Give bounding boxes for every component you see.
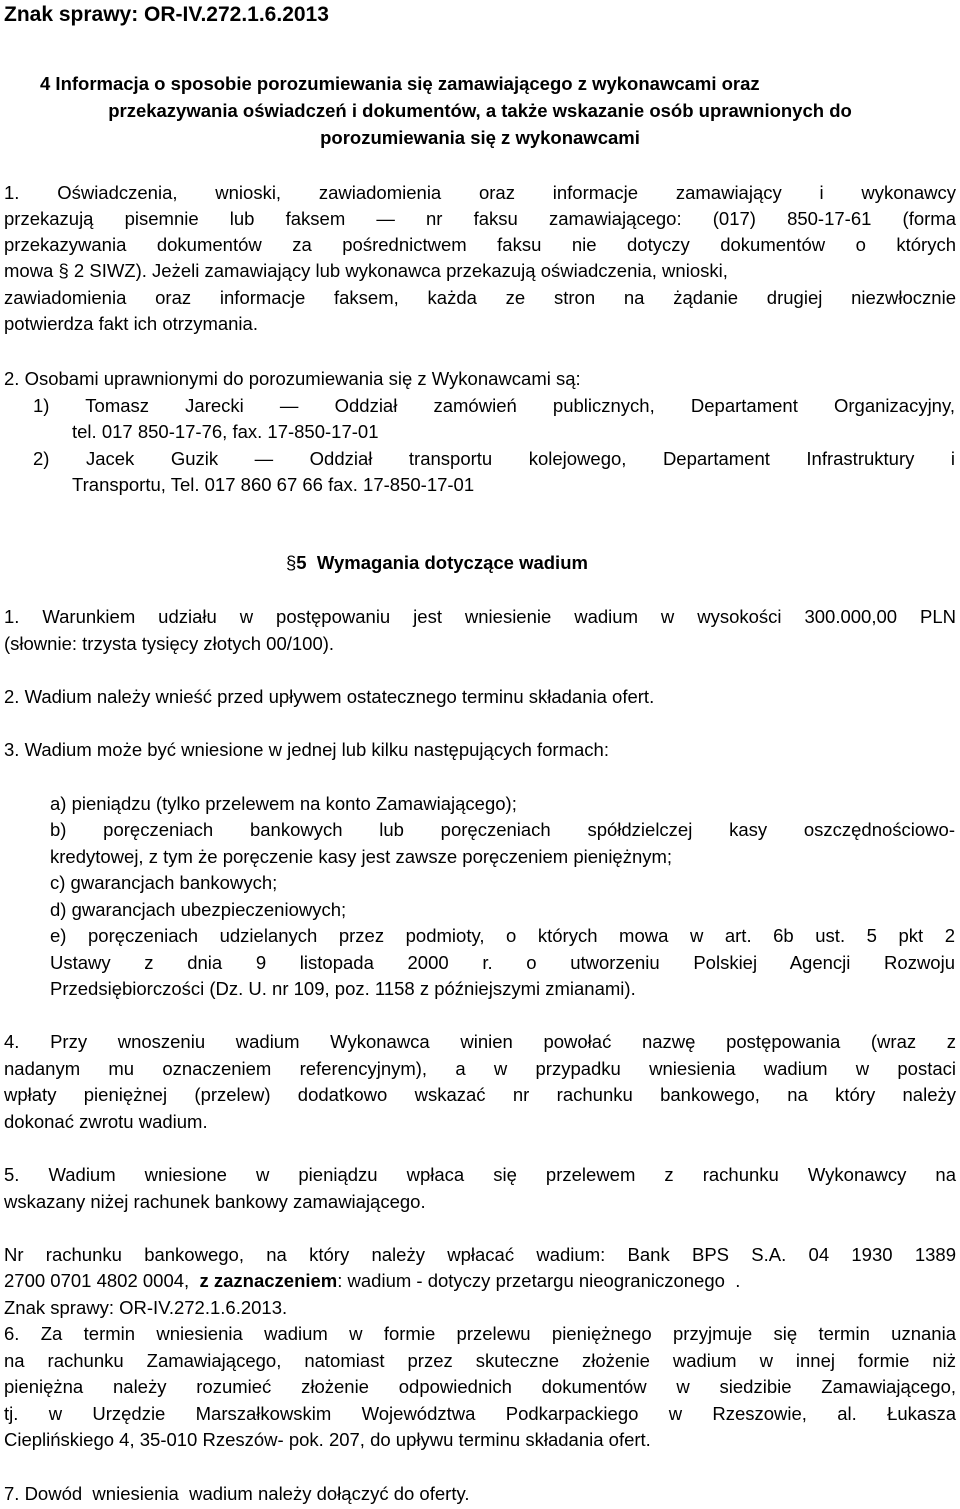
section-5-heading [286, 550, 588, 577]
list-item: c) gwarancjach bankowych; [50, 872, 278, 893]
list-item: e) poręczeniach udzielanych przez podmioty, o których mowa w art. 6b ust. 5 pkt 2 [50, 925, 955, 946]
section-symbol: § [286, 552, 297, 573]
text-line: zawiadomienia oraz informacje faksem, każda ze stron na żądanie drugiej niezwłocznie [4, 287, 956, 308]
list-item: d) gwarancjach ubezpieczeniowych; [50, 899, 347, 920]
text-line [4, 258, 956, 285]
text-line: 4. Przy wnoszeniu wadium Wykonawca winien powołać nazwę postępowania (wraz z [4, 1031, 956, 1052]
text-line: 2. Wadium należy wnieść przed upływem ostatecznego terminu składania ofert. [4, 686, 655, 707]
case-number-header: Znak sprawy: OR-IV.272.1.6.2013 [4, 3, 329, 26]
list-item: a) pieniądzu (tylko przelewem na konto Zamawiającego); [50, 793, 517, 814]
text-line: Znak sprawy: OR-IV.272.1.6.2013. [4, 1297, 288, 1318]
text-fragment: 2 SIWZ). Jeżeli zamawiający lub wykonawca przekazują oświadczenia, wnioski, [68, 260, 728, 281]
text-line: przekazują pisemnie lub faksem — nr faksu zamawiającego: (017) 850-17-61 (forma [4, 208, 956, 229]
text-line: wskazany niżej rachunek bankowy zamawiającego. [4, 1191, 426, 1212]
list-item-continuation: kredytowej, z tym że poręczenie kasy jest zawsze poręczeniem pieniężnym; [50, 846, 673, 867]
text-fragment: : wadium - dotyczy przetargu nieograniczonego . [337, 1270, 741, 1291]
text-line: 2. Osobami uprawnionymi do porozumiewania się z Wykonawcami są: [4, 368, 581, 389]
list-item: 1) Tomasz Jarecki — Oddział zamówień publicznych, Departament Organizacyjny, [33, 395, 955, 416]
text-line: (słownie: trzysta tysięcy złotych 00/100). [4, 633, 335, 654]
section-4-title-line: 4 Informacja o sposobie porozumiewania się zamawiającego z wykonawcami oraz [40, 73, 760, 94]
list-item-continuation: Ustawy z dnia 9 listopada 2000 r. o utworzeniu Polskiej Agencji Rozwoju [50, 952, 955, 973]
text-line: na rachunku Zamawiającego, natomiast przez skuteczne złożenie wadium w innej formie niż [4, 1350, 956, 1371]
text-line: dokonać zwrotu wadium. [4, 1111, 208, 1132]
bold-fragment: z zaznaczeniem [199, 1270, 338, 1291]
text-line: Cieplińskiego 4, 35-010 Rzeszów- pok. 207, do upływu terminu składania ofert. [4, 1429, 651, 1450]
list-item: 2) Jacek Guzik — Oddział transportu kolejowego, Departament Infrastruktury i [33, 448, 955, 469]
section-symbol: § [58, 260, 69, 281]
text-fragment: 2700 0701 4802 0004, [4, 1270, 200, 1291]
section-4-title-line: przekazywania oświadczeń i dokumentów, a także wskazanie osób uprawnionych do [108, 100, 852, 121]
text-line: 1. Warunkiem udziału w postępowaniu jest wniesienie wadium w wysokości 300.000,00 PLN [4, 606, 956, 627]
list-item: b) poręczeniach bankowych lub poręczeniach spółdzielczej kasy oszczędnościowo- [50, 819, 955, 840]
text-line: nadanym mu oznaczeniem referencyjnym), a w przypadku wniesienia wadium w postaci [4, 1058, 956, 1079]
section-4-title-line: porozumiewania się z wykonawcami [320, 127, 640, 148]
text-line: 3. Wadium może być wniesione w jednej lub kilku następujących formach: [4, 739, 609, 760]
list-item-continuation: tel. 017 850-17-76, fax. 17-850-17-01 [72, 421, 379, 442]
text-line: wpłaty pieniężnej (przelew) dodatkowo wskazać nr rachunku bankowego, na który należy [4, 1084, 956, 1105]
text-line: 7. Dowód wniesienia wadium należy dołączyć do oferty. [4, 1483, 470, 1504]
text-fragment: mowa [4, 260, 59, 281]
text-line: 5. Wadium wniesione w pieniądzu wpłaca się przelewem z rachunku Wykonawcy na [4, 1164, 956, 1185]
text-line: pieniężna należy rozumieć złożenie odpowiednich dokumentów w siedzibie Zamawiającego, [4, 1376, 956, 1397]
list-item-continuation: Przedsiębiorczości (Dz. U. nr 109, poz. 1158 z późniejszymi zmianami). [50, 978, 636, 999]
section-5-title: 5 Wymagania dotyczące wadium [296, 552, 588, 573]
list-item-continuation: Transportu, Tel. 017 860 67 66 fax. 17-850-17-01 [72, 474, 475, 495]
text-line: tj. w Urzędzie Marszałkowskim Województwa Podkarpackiego w Rzeszowie, al. Łukasza [4, 1403, 956, 1424]
text-line: przekazywania dokumentów za pośrednictwem faksu nie dotyczy dokumentów o których [4, 234, 956, 255]
text-line: potwierdza fakt ich otrzymania. [4, 313, 258, 334]
text-line: 6. Za termin wniesienia wadium w formie przelewu pieniężnego przyjmuje się termin uznania [4, 1323, 956, 1344]
bank-account-line: Nr rachunku bankowego, na który należy wpłacać wadium: Bank BPS S.A. 04 1930 1389 [4, 1244, 956, 1265]
text-line: 1. Oświadczenia, wnioski, zawiadomienia oraz informacje zamawiający i wykonawcy [4, 182, 956, 203]
bank-account-line [4, 1268, 740, 1295]
